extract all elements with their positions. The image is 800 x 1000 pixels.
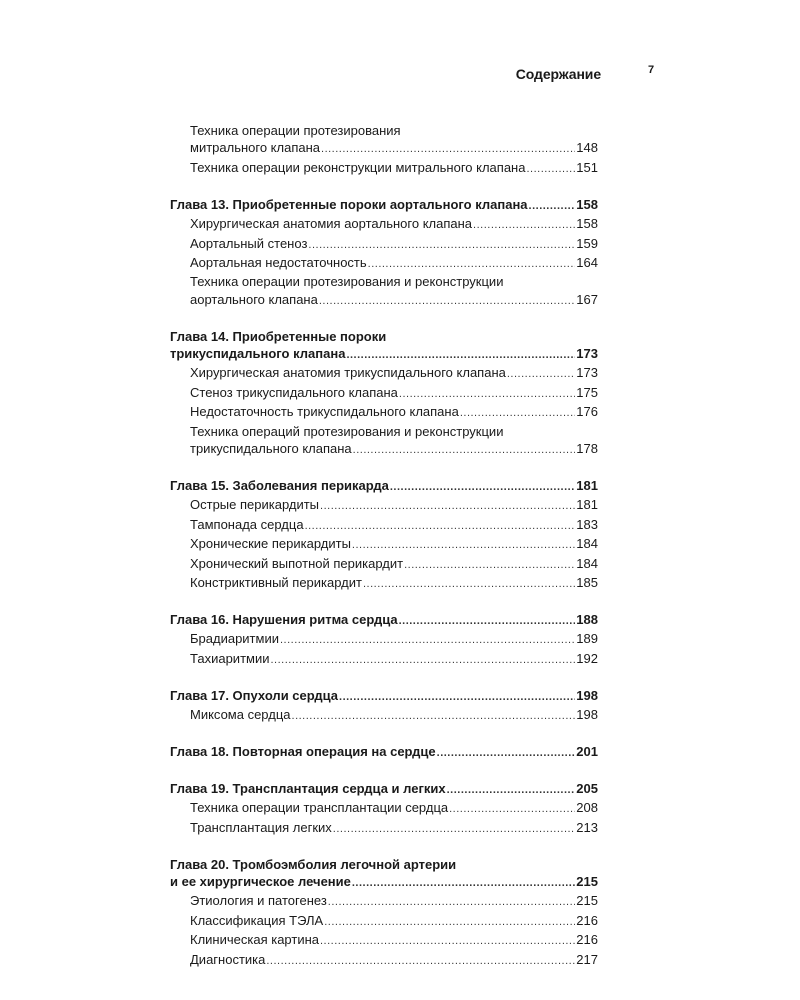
toc-block-chapter-16 — [170, 611, 598, 669]
toc-chapter-title-line1: Глава 20. Тромбоэмболия легочной артерии — [170, 856, 457, 872]
toc-page-number: 217 — [576, 951, 598, 967]
toc-page-number: 198 — [576, 687, 598, 703]
toc-page-number: 167 — [576, 291, 598, 307]
toc-page-number: 208 — [576, 800, 598, 816]
toc-page-number: 189 — [576, 631, 598, 647]
toc-entry[interactable] — [170, 122, 598, 159]
toc-page-number: 184 — [576, 536, 598, 552]
toc-entry[interactable] — [170, 892, 598, 911]
toc-page-number: 183 — [576, 516, 598, 532]
toc-page-number: 158 — [576, 196, 598, 212]
dot-leader — [352, 875, 575, 892]
toc-entry-title: Острые перикардиты — [190, 497, 320, 513]
toc-chapter-title: Глава 16. Нарушения ритма сердца — [170, 611, 398, 627]
toc-chapter-heading[interactable] — [170, 687, 598, 706]
page-number: 7 — [648, 64, 655, 76]
toc-page-number: 201 — [576, 743, 598, 759]
toc-entry[interactable] — [170, 384, 598, 403]
toc-page-number: 216 — [576, 932, 598, 948]
toc-chapter-title-line2: трикуспидального клапана — [170, 346, 346, 362]
dot-leader — [404, 557, 575, 574]
dot-leader — [324, 914, 575, 931]
toc-block-chapter-14 — [170, 328, 598, 460]
toc-entry-title-line1: Техника операции протезирования и реконструкции — [190, 274, 504, 290]
dot-leader — [507, 366, 575, 383]
toc-entry-title: Техника операции реконструкции митрального клапана — [190, 159, 526, 175]
toc-page-number: 148 — [576, 140, 598, 156]
toc-page-number: 188 — [576, 611, 598, 627]
toc-entry[interactable] — [170, 254, 598, 273]
toc-entry-title: Хронический выпотной перикардит — [190, 555, 404, 571]
toc-chapter-heading[interactable] — [170, 611, 598, 630]
dot-leader — [320, 498, 575, 515]
dot-leader — [529, 198, 576, 215]
toc-entry[interactable] — [170, 630, 598, 649]
toc-chapter-title: Глава 13. Приобретенные пороки аортального клапана — [170, 196, 528, 212]
toc-page-number: 158 — [576, 216, 598, 232]
toc-page-number: 184 — [576, 555, 598, 571]
toc-entry[interactable] — [170, 574, 598, 593]
dot-leader — [368, 256, 576, 273]
toc-block-chapter-13 — [170, 196, 598, 310]
toc-page-number: 181 — [576, 478, 598, 493]
dot-leader — [319, 293, 575, 310]
toc-entry-title: Тахиаритмии — [190, 650, 270, 666]
toc-block-chapter-12-continued — [170, 122, 598, 178]
toc-entry-title: Аортальный стеноз — [190, 235, 308, 251]
toc-entry-title-line2: трикуспидального клапана — [190, 441, 352, 457]
dot-leader — [280, 632, 575, 649]
toc-entry-title: Техника операции трансплантации сердца — [190, 800, 449, 816]
toc-entry-title: Диагностика — [190, 951, 266, 967]
toc-page-number: 198 — [576, 707, 598, 723]
toc-entry[interactable] — [170, 423, 598, 460]
dot-leader — [292, 708, 576, 725]
toc-entry[interactable] — [170, 912, 598, 931]
dot-leader — [437, 745, 576, 762]
toc-entry-title: Этиология и патогенез — [190, 893, 327, 909]
toc-entry-title-line1: Техника операций протезирования и реконструкции — [190, 423, 504, 439]
dot-leader — [363, 576, 575, 593]
dot-leader — [390, 479, 575, 496]
toc-page-number: 178 — [576, 441, 598, 457]
toc-entry[interactable] — [170, 799, 598, 818]
dot-leader — [308, 237, 575, 254]
dot-leader — [399, 386, 575, 403]
toc-entry[interactable] — [170, 496, 598, 515]
toc-chapter-title-line2: и ее хирургическое лечение — [170, 874, 351, 889]
toc-page-number: 215 — [576, 893, 598, 909]
toc-entry-title-line1: Техника операции протезирования — [190, 123, 401, 138]
dot-leader — [321, 141, 575, 158]
toc-entry[interactable] — [170, 535, 598, 554]
toc-chapter-heading[interactable] — [170, 780, 598, 799]
toc-chapter-heading[interactable] — [170, 743, 598, 762]
toc-entry-title: Хронические перикардиты — [190, 536, 351, 552]
toc-page-number: 164 — [576, 254, 598, 270]
toc-chapter-heading[interactable] — [170, 856, 598, 893]
dot-leader — [328, 894, 576, 911]
toc-entry-title: Хирургическая анатомия аортального клапана — [190, 216, 473, 232]
toc-entry-title-line2: аортального клапана — [190, 291, 318, 307]
toc-chapter-title: Глава 15. Заболевания перикарда — [170, 478, 389, 493]
toc-entry[interactable] — [170, 555, 598, 574]
dot-leader — [271, 652, 576, 669]
toc-entry[interactable] — [170, 516, 598, 535]
toc-entry[interactable] — [170, 273, 598, 310]
toc-entry[interactable] — [170, 364, 598, 383]
toc-entry-title: Недостаточность трикуспидального клапана — [190, 404, 459, 420]
dot-leader — [447, 782, 576, 799]
running-header-title: Содержание — [515, 66, 601, 82]
toc-entry-title: Клиническая картина — [190, 932, 319, 948]
toc-entry-title: Хирургическая анатомия трикуспидального клапана — [190, 365, 506, 381]
toc-page-number: 151 — [576, 159, 598, 175]
toc-chapter-heading[interactable] — [170, 328, 598, 365]
toc-chapter-title-line1: Глава 14. Приобретенные пороки — [170, 328, 387, 344]
dot-leader — [339, 689, 575, 706]
dot-leader — [320, 933, 575, 950]
toc-page-number: 176 — [576, 404, 598, 420]
dot-leader — [333, 821, 576, 838]
toc-entry[interactable] — [170, 235, 598, 254]
toc-entry[interactable] — [170, 819, 598, 838]
toc-block-chapter-20 — [170, 856, 598, 970]
dot-leader — [266, 953, 575, 970]
toc-block-chapter-18 — [170, 743, 598, 762]
toc-entry[interactable] — [170, 931, 598, 950]
dot-leader — [526, 161, 575, 178]
toc-block-chapter-17 — [170, 687, 598, 726]
toc-entry[interactable] — [170, 706, 598, 725]
toc-entry-title: Констриктивный перикардит — [190, 575, 362, 591]
toc-entry[interactable] — [170, 215, 598, 234]
toc-entry-title-line2: митрального клапана — [190, 140, 321, 156]
toc-chapter-title: Глава 18. Повторная операция на сердце — [170, 743, 436, 759]
toc-page-number: 175 — [576, 384, 598, 400]
toc-entry[interactable] — [170, 403, 598, 422]
toc-chapter-title: Глава 17. Опухоли сердца — [170, 687, 339, 703]
toc-entry-title: Тампонада сердца — [190, 516, 304, 532]
dot-leader — [305, 518, 576, 535]
toc-chapter-heading[interactable] — [170, 196, 598, 215]
toc-chapter-heading[interactable] — [170, 477, 598, 496]
dot-leader — [473, 217, 575, 234]
toc-entry-title: Классификация ТЭЛА — [190, 912, 324, 928]
toc-page-number: 173 — [576, 365, 598, 381]
toc-page-number: 192 — [576, 650, 598, 666]
toc-block-chapter-15 — [170, 477, 598, 593]
table-of-contents — [170, 122, 598, 988]
toc-page-number: 181 — [576, 497, 598, 513]
toc-entry[interactable] — [170, 159, 598, 178]
toc-page-number: 213 — [576, 819, 598, 835]
toc-page-number: 216 — [576, 912, 598, 928]
toc-page-number: 215 — [576, 874, 598, 889]
dot-leader — [353, 442, 576, 459]
toc-entry-title: Стеноз трикуспидального клапана — [190, 384, 398, 400]
toc-page-number: 205 — [576, 780, 598, 796]
toc-entry-title: Трансплантация легких — [190, 819, 332, 835]
toc-chapter-title: Глава 19. Трансплантация сердца и легких — [170, 780, 446, 796]
toc-entry-title: Миксома сердца — [190, 707, 291, 723]
toc-block-chapter-19 — [170, 780, 598, 838]
toc-page-number: 185 — [576, 575, 598, 591]
dot-leader — [449, 801, 575, 818]
toc-entry-title: Брадиаритмии — [190, 631, 279, 647]
toc-page-number: 159 — [576, 235, 598, 251]
toc-entry[interactable] — [170, 951, 598, 970]
dot-leader — [460, 405, 575, 422]
toc-page-number: 173 — [576, 346, 598, 362]
dot-leader — [352, 537, 575, 554]
dot-leader — [346, 347, 575, 364]
dot-leader — [399, 613, 576, 630]
toc-entry[interactable] — [170, 650, 598, 669]
toc-entry-title: Аортальная недостаточность — [190, 254, 367, 270]
